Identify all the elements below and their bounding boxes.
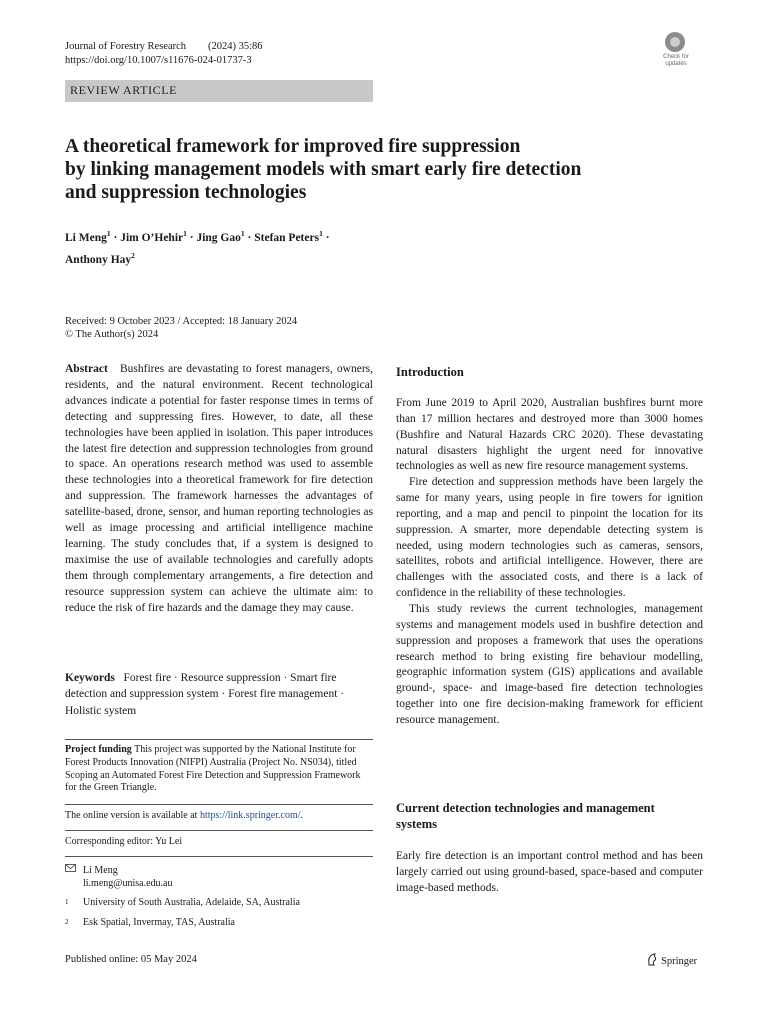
title-line: A theoretical framework for improved fire suppression: [65, 136, 521, 157]
section-heading: [396, 800, 706, 832]
footnote-divider: [65, 856, 373, 857]
publisher-name: Springer: [661, 956, 698, 967]
footnote-divider: [65, 830, 373, 831]
author-list: [65, 225, 395, 269]
introduction-heading: Introduction: [396, 365, 464, 379]
affiliation-text: Esk Spatial, Invermay, TAS, Australia: [83, 917, 235, 928]
corresponding-email[interactable]: li.meng@unisa.edu.au: [83, 878, 173, 889]
article-title: [65, 135, 685, 204]
springer-horse-icon: [646, 953, 658, 966]
copyright-line: © The Author(s) 2024: [65, 329, 159, 340]
abstract: [65, 362, 373, 617]
paragraph: From June 2019 to April 2020, Australian bushfires burnt more than 17 million hectares and destroyed more than 3000 homes (Bushfire and Natural Hazards CRC 2020). These devastating natural disasters highlight the urgent need for innovative technologies as well as new fire resource management systems.: [396, 397, 703, 473]
heading-line: Current detection technologies and management: [396, 801, 655, 815]
introduction-body: [396, 396, 703, 729]
author-name[interactable]: Jim O’Hehir: [120, 231, 184, 244]
online-version-note: [65, 810, 373, 823]
springer-link[interactable]: https://link.springer.com/: [199, 810, 301, 821]
author-affiliation-mark: 2: [131, 250, 135, 260]
check-for-updates-badge[interactable]: [654, 30, 698, 70]
keywords-text: Forest fire · Resource suppression · Smart fire detection and suppression system · Forest fire management · Holistic system: [65, 672, 345, 717]
online-end: .: [300, 810, 304, 821]
journal-name: Journal of Forestry Research: [65, 41, 187, 52]
author-separator: ·: [325, 231, 330, 244]
footnote-divider: [65, 739, 373, 740]
author-affiliation-mark: 1: [106, 229, 111, 238]
funding-label: Project funding: [65, 744, 132, 755]
badge-line-1: Check for: [663, 54, 689, 60]
received-accepted-dates: Received: 9 October 2023 / Accepted: 18 January 2024: [65, 316, 298, 327]
author-name[interactable]: Anthony Hay: [65, 253, 132, 266]
author-affiliation-mark: 1: [240, 229, 245, 238]
project-funding-note: [65, 744, 373, 795]
affiliation-mark: 2: [65, 918, 69, 926]
heading-line: systems: [396, 817, 437, 831]
paragraph: Fire detection and suppression methods have been largely the same for many years, using people in fire towers for ignition reporting, and a map and pencil to pinpoint the location for its suppression. A smarter, more dependable detecting system is needed, using modern technologies such as cameras, sensors, satellites, robots and artificial intelligence. However, there are challenges with the associated costs, and there is a lack of confidence in the reliability of these technologies.: [396, 476, 703, 600]
doi-link[interactable]: https://doi.org/10.1007/s11676-024-01737-3: [65, 55, 252, 66]
author-name[interactable]: Jing Gao: [196, 231, 241, 244]
abstract-label: Abstract: [65, 363, 108, 375]
corresponding-editor: Corresponding editor: Yu Lei: [65, 836, 183, 847]
footnote-divider: [65, 804, 373, 805]
corresponding-author: Li Meng: [83, 865, 118, 876]
article-type: REVIEW ARTICLE: [70, 83, 178, 97]
article-type-banner: [65, 80, 373, 102]
author-separator: ·: [189, 231, 194, 244]
envelope-icon: [65, 864, 76, 877]
author-affiliation-mark: 1: [183, 229, 187, 238]
author-affiliation-mark: 1: [319, 229, 323, 238]
funding-text: This project was supported by the National Institute for Forest Products Innovation (NIFPI) Australia (Project No. NS034), titled Scoping an Automated Forest Fire Detection and Suppression Framework for the Green Triangle.: [65, 744, 361, 794]
title-line: and suppression technologies: [65, 182, 307, 203]
journal-volume: (2024) 35:86: [208, 41, 263, 52]
check-updates-icon: [665, 32, 685, 52]
section-body: [396, 849, 703, 897]
paragraph: This study reviews the current technologies, management systems and management models used in bushfire detection and suppression and proposes a framework that uses the operations research method to bring existing fire behaviour modelling, geographic information system (GIS) applications and available ground-, space- and image-based fire detection technologies together into one fire decision-making framework for efficient resource management.: [396, 602, 703, 726]
published-online-date: Published online: 05 May 2024: [65, 954, 197, 965]
keywords: [65, 670, 373, 719]
online-text: The online version is available at: [65, 810, 198, 821]
springer-logo[interactable]: [646, 953, 697, 967]
abstract-text: Bushfires are devastating to forest managers, owners, residents, and the natural environment. Recent technological advances indicate a potential for faster response times in terms of detecting and suppressing fires. However, to date, all these technologies have been applied in isolation. This paper introduces the latest fire detection and suppression technologies from ground to space. An operations research method was used to assemble these technologies into a theoretical framework for fire detection and suppression. The framework harnesses the advantages of satellite-based, drone, sensor, and human reporting technologies as well as image processing and artificial intelligence machine learning. The study concludes that, if a system is designed to maximise the use of available technologies and carefully adopts them through complementary arrangements, a fire detection and resource suppression system can achieve the ultimate aim: to reduce the risk of fire hazards and the damage they may cause.: [65, 363, 373, 614]
paragraph: Early fire detection is an important control method and has been largely carried out using ground-based, space-based and computer image-based methods.: [396, 850, 703, 894]
affiliation-text: University of South Australia, Adelaide, SA, Australia: [83, 897, 300, 908]
keywords-label: Keywords: [65, 672, 115, 684]
author-separator: ·: [113, 231, 118, 244]
author-name[interactable]: Stefan Peters: [254, 231, 320, 244]
badge-line-2: updates: [665, 60, 687, 67]
title-line: by linking management models with smart early fire detection: [65, 159, 582, 180]
author-name[interactable]: Li Meng: [65, 231, 107, 244]
author-separator: ·: [247, 231, 252, 244]
affiliation-mark: 1: [65, 898, 69, 906]
